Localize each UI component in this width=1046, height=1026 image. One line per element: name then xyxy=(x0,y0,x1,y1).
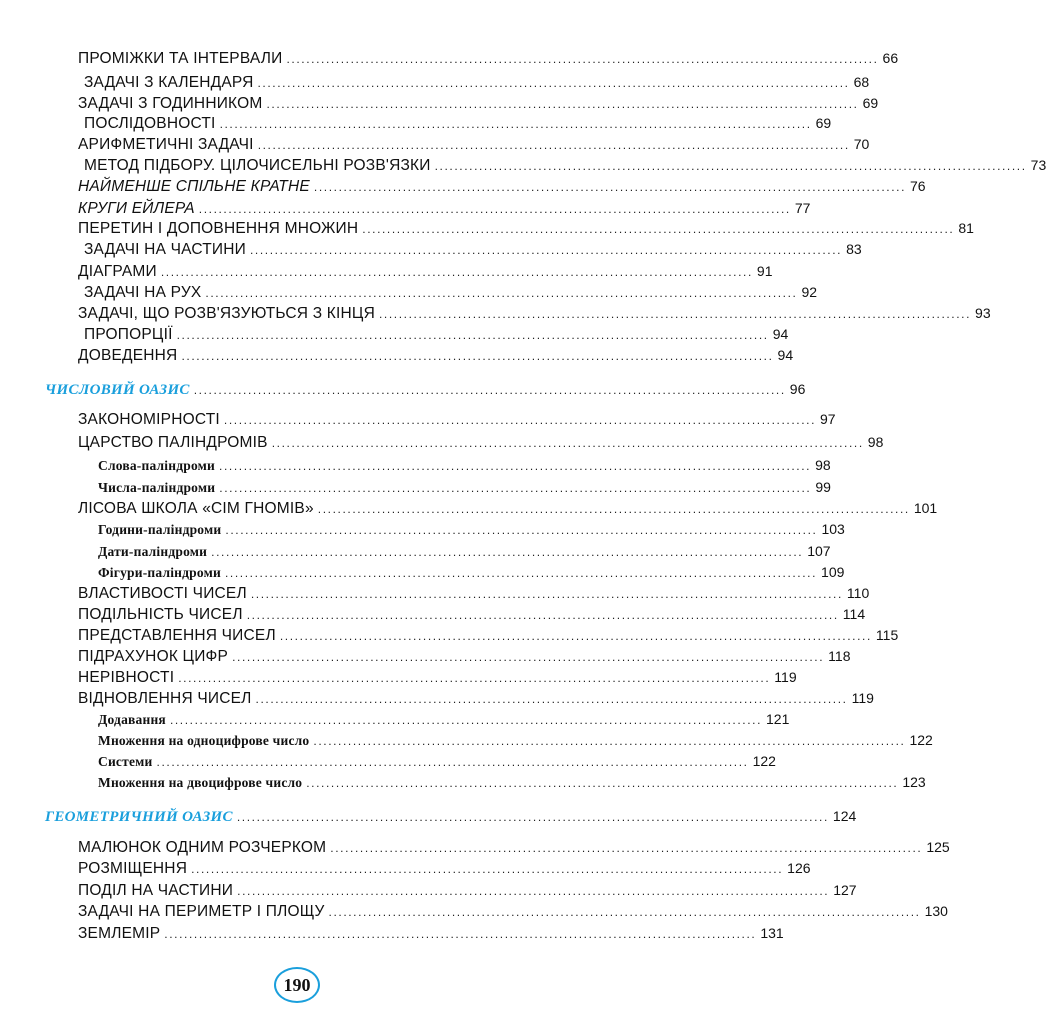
toc-entry xyxy=(78,604,866,625)
toc-entry xyxy=(98,751,776,772)
toc-entry-title: ПІДРАХУНОК ЦИФР xyxy=(78,648,229,665)
toc-entry-title: АРИФМЕТИЧНІ ЗАДАЧІ xyxy=(78,136,254,153)
toc-entry-page: 68 xyxy=(853,74,870,90)
toc-entry-title: ДОВЕДЕННЯ xyxy=(78,347,178,364)
toc-entry-page: 124 xyxy=(832,808,857,824)
toc-entry xyxy=(78,218,974,239)
toc-entry xyxy=(98,455,831,476)
toc-leader-dots: ........................................................................................................................ xyxy=(271,436,864,450)
toc-leader-dots: ........................................................................................................................ xyxy=(306,776,899,790)
toc-entry xyxy=(84,113,832,134)
toc-leader-dots: ........................................................................................................................ xyxy=(169,713,763,727)
toc-leader-dots: ........................................................................................................................ xyxy=(279,629,872,643)
toc-entry xyxy=(98,541,831,562)
toc-leader-dots: ........................................................................................................................ xyxy=(286,52,879,66)
toc-entry xyxy=(78,837,950,858)
toc-entry-page: 94 xyxy=(772,326,789,342)
toc-entry-page: 98 xyxy=(815,457,831,473)
toc-entry xyxy=(78,688,874,709)
toc-entry-page: 97 xyxy=(820,411,836,427)
toc-leader-dots: ........................................................................................................................ xyxy=(178,671,771,685)
toc-entry xyxy=(78,432,884,453)
toc-leader-dots: ........................................................................................................................ xyxy=(198,202,791,216)
toc-leader-dots: ........................................................................................................................ xyxy=(181,349,774,363)
toc-entry-title: ЗАДАЧІ З КАЛЕНДАРЯ xyxy=(84,74,254,91)
toc-entry-page: 119 xyxy=(774,669,797,685)
toc-leader-dots: ........................................................................................................................ xyxy=(156,755,749,769)
toc-entry xyxy=(78,48,899,69)
toc-entry xyxy=(84,72,870,93)
toc-entry-title: МАЛЮНОК ОДНИМ РОЗЧЕРКОМ xyxy=(78,839,327,856)
toc-entry-title: ПОДІЛЬНІСТЬ ЧИСЕЛ xyxy=(78,606,243,623)
toc-entry-page: 107 xyxy=(807,543,831,559)
toc-entry-title: Фігури-паліндроми xyxy=(98,565,221,580)
toc-entry-page: 76 xyxy=(910,178,926,194)
toc-entry xyxy=(78,93,879,114)
toc-entry-title: МЕТОД ПІДБОРУ. ЦІЛОЧИСЕЛЬНІ РОЗВ'ЯЗКИ xyxy=(84,157,431,174)
toc-entry-title: Слова-паліндроми xyxy=(98,458,216,473)
toc-entry-page: 99 xyxy=(815,479,831,495)
toc-entry xyxy=(78,583,870,604)
toc-entry-page: 94 xyxy=(777,347,794,363)
toc-entry-title: Дати-паліндроми xyxy=(98,544,208,559)
toc-entry-title: ЗАКОНОМІРНОСТІ xyxy=(78,411,220,428)
toc-entry-title: ЦАРСТВО ПАЛІНДРОМІВ xyxy=(78,434,268,451)
toc-entry-title: Множення на двоцифрове число xyxy=(98,775,303,790)
toc-leader-dots: ........................................................................................................................ xyxy=(313,180,906,194)
toc-entry-title: Додавання xyxy=(98,712,166,727)
toc-leader-dots: ........................................................................................................................ xyxy=(236,810,829,824)
toc-entry xyxy=(78,625,899,646)
toc-leader-dots: ........................................................................................................................ xyxy=(211,545,804,559)
toc-entry xyxy=(78,198,811,219)
toc-entry-title: ПРОМІЖКИ ТА ІНТЕРВАЛИ xyxy=(78,50,283,67)
toc-leader-dots: ........................................................................................................................ xyxy=(164,927,757,941)
toc-leader-dots: ........................................................................................................................ xyxy=(378,307,972,321)
toc-leader-dots: ........................................................................................................................ xyxy=(250,587,843,601)
toc-leader-dots: ........................................................................................................................ xyxy=(232,650,825,664)
toc-entry-page: 81 xyxy=(958,220,974,236)
toc-entry-page: 110 xyxy=(846,585,870,601)
toc-leader-dots: ........................................................................................................................ xyxy=(246,608,839,622)
toc-entry-page: 70 xyxy=(853,136,870,152)
toc-entry-page: 96 xyxy=(789,381,806,397)
toc-entry xyxy=(98,519,845,540)
toc-entry xyxy=(78,134,870,155)
toc-entry-page: 93 xyxy=(975,305,991,321)
toc-leader-dots: ........................................................................................................................ xyxy=(255,692,848,706)
toc-leader-dots: ........................................................................................................................ xyxy=(205,286,798,300)
toc-entry-page: 126 xyxy=(787,860,811,876)
toc-leader-dots: ........................................................................................................................ xyxy=(362,222,955,236)
toc-leader-dots: ........................................................................................................................ xyxy=(317,502,910,516)
toc-entry-title: РОЗМІЩЕННЯ xyxy=(78,860,188,877)
toc-entry-title: ВЛАСТИВОСТІ ЧИСЕЛ xyxy=(78,585,247,602)
toc-entry xyxy=(78,176,926,197)
toc-entry-page: 114 xyxy=(842,606,866,622)
toc-entry-page: 131 xyxy=(760,925,784,941)
toc-leader-dots: ........................................................................................................................ xyxy=(249,243,843,257)
toc-entry xyxy=(78,303,991,324)
toc-leader-dots: ........................................................................................................................ xyxy=(434,159,1027,173)
toc-entry-page: 69 xyxy=(862,95,879,111)
toc-entry-title: ГЕОМЕТРИЧНИЙ ОАЗИС xyxy=(45,809,233,825)
toc-entry xyxy=(98,562,845,583)
toc-entry-title: НАЙМЕНШЕ СПІЛЬНЕ КРАТНЕ xyxy=(78,178,310,195)
toc-leader-dots: ........................................................................................................................ xyxy=(191,862,784,876)
toc-entry xyxy=(84,324,789,345)
toc-entry-title: ЗАДАЧІ З ГОДИННИКОМ xyxy=(78,95,263,112)
toc-entry-page: 91 xyxy=(756,263,773,279)
toc-leader-dots: ........................................................................................................................ xyxy=(224,566,818,580)
toc-entry-page: 115 xyxy=(875,627,899,643)
toc-leader-dots: ........................................................................................................................ xyxy=(257,138,850,152)
toc-leader-dots: ........................................................................................................................ xyxy=(257,76,850,90)
toc-entry xyxy=(98,772,926,793)
toc-entry-title: ЗЕМЛЕМІР xyxy=(78,925,161,942)
toc-entry xyxy=(78,880,857,901)
toc-leader-dots: ........................................................................................................................ xyxy=(193,383,786,397)
toc-entry xyxy=(98,709,790,730)
toc-section-heading xyxy=(45,379,806,400)
toc-leader-dots: ........................................................................................................................ xyxy=(223,413,816,427)
toc-entry xyxy=(78,409,836,430)
toc-entry xyxy=(78,923,784,944)
toc-entry-page: 127 xyxy=(833,882,857,898)
toc-entry-title: ЗАДАЧІ, ЩО РОЗВ'ЯЗУЮТЬСЯ З КІНЦЯ xyxy=(78,305,375,322)
toc-entry xyxy=(78,646,851,667)
toc-entry-title: НЕРІВНОСТІ xyxy=(78,669,175,686)
toc-entry-title: ЛІСОВА ШКОЛА «СІМ ГНОМІВ» xyxy=(78,500,314,517)
toc-entry-title: ЗАДАЧІ НА РУХ xyxy=(84,284,202,301)
page-number: 190 xyxy=(283,974,311,995)
toc-leader-dots: ........................................................................................................................ xyxy=(160,265,753,279)
toc-leader-dots: ........................................................................................................................ xyxy=(219,117,812,131)
toc-entry xyxy=(98,477,831,498)
toc-leader-dots: ........................................................................................................................ xyxy=(219,459,812,473)
toc-entry-title: ПЕРЕТИН І ДОПОВНЕННЯ МНОЖИН xyxy=(78,220,359,237)
toc-entry-page: 69 xyxy=(815,115,832,131)
toc-entry-title: ВІДНОВЛЕННЯ ЧИСЕЛ xyxy=(78,690,252,707)
toc-entry-title: ПРЕДСТАВЛЕННЯ ЧИСЕЛ xyxy=(78,627,276,644)
toc-entry-page: 92 xyxy=(801,284,818,300)
toc-entry-title: Числа-паліндроми xyxy=(98,480,216,495)
toc-leader-dots: ........................................................................................................................ xyxy=(225,523,818,537)
toc-entry-title: Множення на одноцифрове число xyxy=(98,733,310,748)
toc-entry-title: ДІАГРАМИ xyxy=(78,263,157,280)
toc-entry-title: КРУГИ ЕЙЛЕРА xyxy=(78,200,195,217)
toc-entry-page: 130 xyxy=(924,903,948,919)
toc-entry xyxy=(78,901,948,922)
toc-entry-title: ПОСЛІДОВНОСТІ xyxy=(84,115,216,132)
toc-entry-title: Системи xyxy=(98,754,153,769)
toc-leader-dots: ........................................................................................................................ xyxy=(328,905,921,919)
toc-entry xyxy=(78,667,797,688)
toc-leader-dots: ........................................................................................................................ xyxy=(237,884,830,898)
toc-entry-title: ЗАДАЧІ НА ПЕРИМЕТР І ПЛОЩУ xyxy=(78,903,325,920)
toc-entry-page: 125 xyxy=(926,839,950,855)
toc-entry xyxy=(78,261,773,282)
toc-entry-page: 83 xyxy=(846,241,862,257)
toc-entry-page: 66 xyxy=(882,50,899,66)
toc-entry-title: ПОДІЛ НА ЧАСТИНИ xyxy=(78,882,234,899)
toc-entry-title: ЗАДАЧІ НА ЧАСТИНИ xyxy=(84,241,246,258)
toc-entry-page: 101 xyxy=(913,500,938,516)
toc-entry-page: 98 xyxy=(867,434,884,450)
toc-section-heading xyxy=(45,806,857,827)
toc-entry-page: 122 xyxy=(909,732,933,748)
toc-entry-page: 119 xyxy=(851,690,874,706)
toc-entry xyxy=(84,282,818,303)
toc-entry-title: Години-паліндроми xyxy=(98,522,222,537)
toc-entry xyxy=(84,239,862,260)
toc-entry xyxy=(84,155,1046,176)
toc-leader-dots: ........................................................................................................................ xyxy=(313,734,906,748)
toc-entry-page: 122 xyxy=(752,753,776,769)
toc-entry-title: ПРОПОРЦІЇ xyxy=(84,326,173,343)
toc-entry-page: 103 xyxy=(821,521,845,537)
page-number-badge xyxy=(274,967,320,1003)
toc-entry xyxy=(78,858,811,879)
toc-leader-dots: ........................................................................................................................ xyxy=(330,841,923,855)
toc-leader-dots: ........................................................................................................................ xyxy=(176,328,769,342)
toc-entry-page: 77 xyxy=(794,200,811,216)
toc-entry xyxy=(98,730,933,751)
toc-entry-page: 73 xyxy=(1030,157,1046,173)
toc-entry-title: ЧИСЛОВИЙ ОАЗИС xyxy=(45,382,190,398)
toc-entry-page: 123 xyxy=(902,774,926,790)
toc-entry xyxy=(78,498,938,519)
toc-leader-dots: ........................................................................................................................ xyxy=(219,481,812,495)
toc-entry xyxy=(78,345,794,366)
toc-entry-page: 118 xyxy=(828,648,851,664)
toc-entry-page: 121 xyxy=(766,711,790,727)
toc-leader-dots: ........................................................................................................................ xyxy=(266,97,859,111)
toc-entry-page: 109 xyxy=(821,564,845,580)
